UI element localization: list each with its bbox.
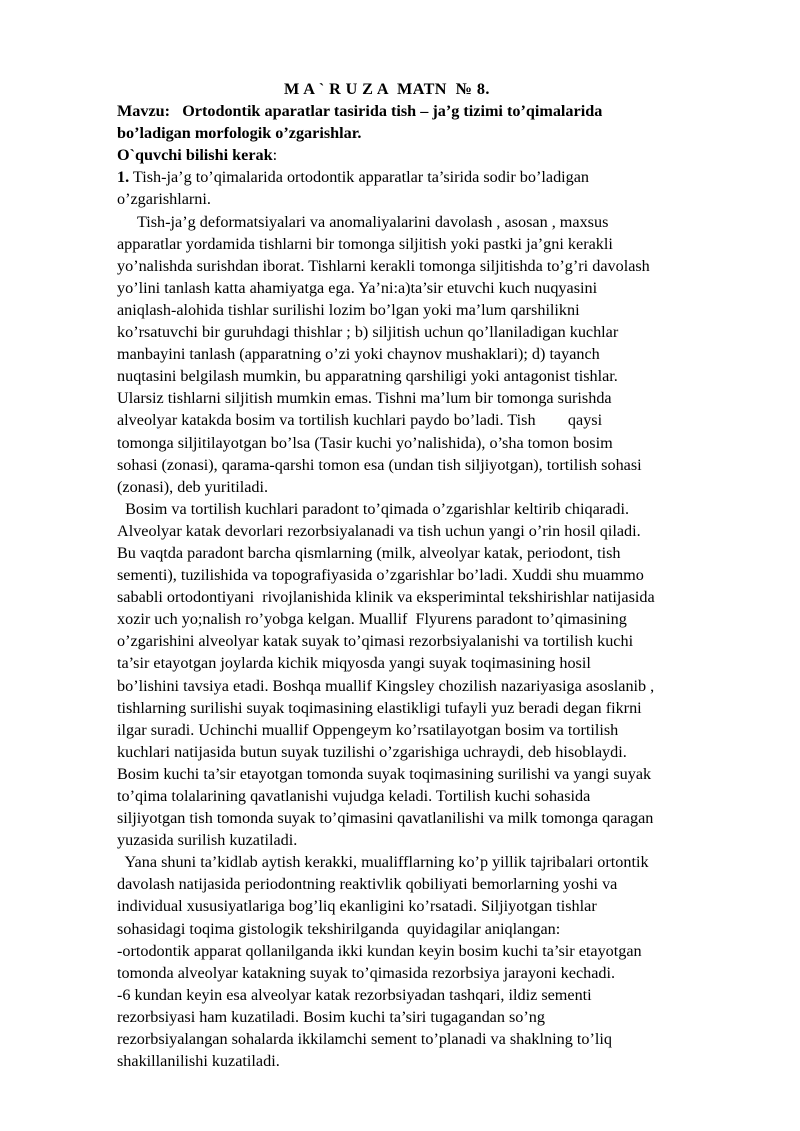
paragraph-line: -6 kundan keyin esa alveolyar katak rezorbsiyadan tashqari, ildiz sementi [117,985,592,1004]
paragraph-line: yo’lini tanlash katta ahamiyatga ega. Ya’ni:a)ta’sir etuvchi kuch nuqyasini [117,278,598,297]
paragraph-line: aniqlash-alohida tishlar surilishi lozim bo’lgan yoki ma’lum qarshilikni [117,300,580,319]
paragraph-line: yo’nalishda surishdan iborat. Tishlarni kerakli tomonga siljitishda to’g’ri davolash [117,256,650,275]
paragraph-line: sementi), tuzilishida va topografiyasida o’zgarishlar bo’ladi. Xuddi shu muammo [117,566,644,585]
paragraph-line: ko’rsatuvchi bir guruhdagi thishlar ; b) siljitish uchun qo’llaniladigan kuchlar [117,323,619,342]
paragraph-line: yuzasida surilish kuzatiladi. [117,831,298,850]
must-know-colon: : [272,146,278,165]
paragraph-line: kuchlari natijasida butun suyak tuzilishi o’zgarishiga uchraydi, deb hisoblaydi. [117,742,627,761]
paragraph-line: o’zgarishini alveolyar katak suyak to’qimasi rezorbsiyalanishi va tortilish kuchi [117,632,634,651]
paragraph-3 [117,851,747,1072]
paragraph-line: sababli ortodontiyani rivojlanishida klinik va eksperimintal tekshirishlar natijasida [117,588,655,607]
paragraph-2 [117,498,747,852]
paragraph-line: Bosim kuchi ta’sir etayotgan tomonda suyak toqimasining surilishi va yangi suyak [117,764,652,783]
paragraph-line: ta’sir etayotgan joylarda kichik miqyosda yangi suyak toqimasining hosil [117,654,591,673]
paragraph-line: siljiyotgan tish tomonda suyak to’qimasini qavatlanilishi va milk tomonga qaragan [117,809,654,828]
paragraph-line: to’qima tolalarining qavatlanishi vujudga keladi. Tortilish kuchi sohasida [117,787,591,805]
topic-label: Mavzu: [117,102,171,121]
paragraph-line: tishlarning surilishi suyak toqimasining elastikligi tufayli yuz beradi degan fikrni [117,698,642,717]
paragraph-line: bo’lishini tavsiya etadi. Boshqa muallif Kingsley chozilish nazariyasiga asoslanib , [117,676,655,695]
paragraph-line: -ortodontik apparat qollanilganda ikki kundan keyin bosim kuchi ta’sir etayotgan [117,941,642,960]
topic-line-2: bo’ladigan morfologik o’zgarishlar. [117,124,362,143]
paragraph-line: sohasi (zonasi), qarama-qarshi tomon esa (undan tish siljiyotgan), tortilish sohasi [117,455,642,474]
paragraph-line: nuqtasini belgilash mumkin, bu apparatning qarshiligi yoki antagonist tishlar. [117,367,618,386]
paragraph-line: apparatlar yordamida tishlarni bir tomonga siljitish yoki pastki ja’gni kerakli [117,234,613,253]
point-1-line-1: Tish-ja’g to’qimalarida ortodontik apparatlar ta’sirida sodir bo’ladigan [129,168,590,187]
paragraph-line: tomonda alveolyar katakning suyak to’qimasida rezorbsiya jarayoni kechadi. [117,963,616,982]
must-know-label: O`quvchi bilishi kerak [117,146,273,165]
paragraph-line: tomonga siljitilayotgan bo’lsa (Tasir kuchi yo’nalishida), o’sha tomon bosim [117,433,613,452]
paragraph-line: Tish-ja’g deformatsiyalari va anomaliyalarini davolash , asosan , maxsus [117,212,609,231]
document-page [117,78,747,1072]
paragraph-line: alveolyar katakda bosim va tortilish kuchlari paydo bo’ladi. Tish qaysi [117,411,603,430]
paragraph-line: rezorbsiyalangan sohalarda ikkilamchi sement to’planadi va shaklning to’liq [117,1030,612,1049]
paragraph-1 [117,211,747,498]
paragraph-line: manbayini tanlash (apparatning o’zi yoki chaynov mushaklari); d) tayanch [117,345,600,364]
point-1 [117,166,747,210]
paragraph-line: ilgar suradi. Uchinchi muallif Oppengeym ko’rsatilayotgan bosim va tortilish [117,720,619,739]
paragraph-line: davolash natijasida periodontning reaktivlik qobiliyati bemorlarning yoshi va [117,875,618,894]
paragraph-line: Bosim va tortilish kuchlari paradont to’qimada o’zgarishlar keltirib chiqaradi. [117,499,630,518]
paragraph-line: Alveolyar katak devorlari rezorbsiyalanadi va tish uchun yangi o’rin hosil qiladi. [117,521,641,540]
document-title: M A ` R U Z A MATN № 8. [284,80,490,98]
paragraph-line: xozir uch yo;nalish ro’yobga kelgan. Muallif Flyurens paradont to’qimasining [117,610,627,629]
must-know-heading [117,144,747,166]
topic-line-1: Ortodontik aparatlar tasirida tish – ja’g tizimi to’qimalarida [170,102,603,121]
paragraph-line: rezorbsiyasi ham kuzatiladi. Bosim kuchi ta’siri tugagandan so’ng [117,1007,545,1026]
topic-heading [117,100,747,144]
paragraph-line: Yana shuni ta’kidlab aytish kerakki, mualifflarning ko’p yillik tajribalari ortontik [117,853,649,872]
paragraph-line: shakillanilishi kuzatiladi. [117,1052,280,1071]
paragraph-line: Bu vaqtda paradont barcha qismlarning (milk, alveolyar katak, periodont, tish [117,543,621,562]
paragraph-line: (zonasi), deb yuritiladi. [117,477,269,496]
paragraph-line: individual xususiyatlariga bog’liq ekanligini ko’rsatadi. Siljiyotgan tishlar [117,897,597,916]
point-1-line-2: o’zgarishlarni. [117,190,211,209]
paragraph-line: Ularsiz tishlarni siljitish mumkin emas. Tishni ma’lum bir tomonga surishda [117,389,612,408]
paragraph-line: sohasidagi toqima gistologik tekshirilganda quyidagilar aniqlangan: [117,919,561,938]
point-1-number: 1. [117,168,130,187]
